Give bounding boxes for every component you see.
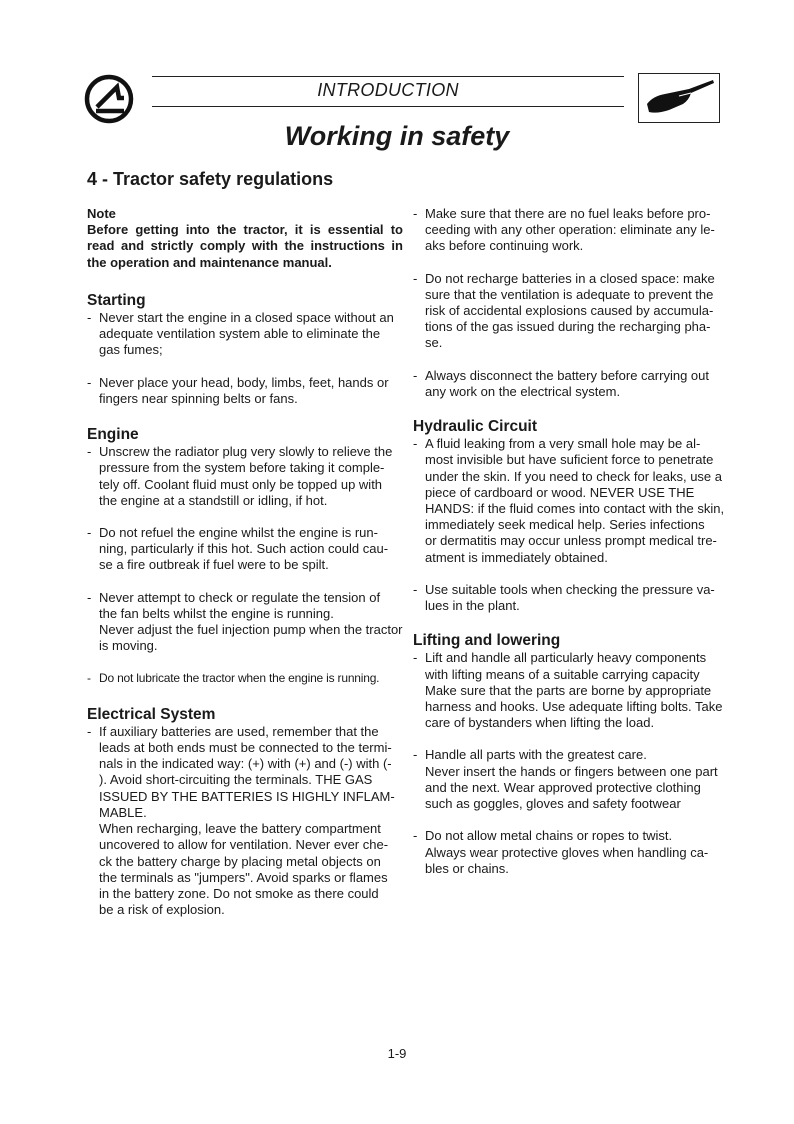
text-line: immediately seek medical help. Series infections	[425, 517, 705, 533]
text-line: any work on the electrical system.	[425, 383, 621, 399]
text-line: MABLE.	[99, 804, 147, 820]
text-line: the fan belts whilst the engine is running.	[99, 605, 334, 621]
section-list	[413, 436, 733, 614]
text-line: HANDS: if the fluid comes into contact with the skin,	[425, 501, 725, 517]
list-item	[413, 206, 733, 255]
text-line: uncovered to allow for ventilation. Never ever che-	[99, 837, 389, 853]
text-line: se a fire outbreak if fuel were to be spilt.	[99, 557, 329, 573]
text-line: When recharging, leave the battery compartment	[99, 821, 381, 837]
text-line: in the battery zone. Do not smoke as there could	[99, 885, 379, 901]
section-heading: Lifting and lowering	[413, 632, 561, 650]
text-line: leads at both ends must be connected to the termi-	[99, 740, 392, 756]
text-line: Always wear protective gloves when handling ca-	[425, 844, 709, 860]
list-item	[87, 670, 403, 686]
brand-logo-icon	[84, 74, 134, 124]
list-item	[87, 444, 403, 509]
list-item	[87, 724, 403, 918]
note-label: Note	[87, 206, 116, 221]
bullet-dash: -	[87, 589, 92, 605]
text-line: Do not allow metal chains or ropes to twist.	[425, 828, 673, 844]
text-line: sure that the ventilation is adequate to prevent the	[425, 286, 714, 302]
text-line: tely off. Coolant fluid must only be topped up with	[99, 476, 383, 492]
bullet-dash: -	[87, 444, 92, 460]
bullet-dash: -	[413, 270, 418, 286]
section-block	[87, 293, 403, 407]
bullet-dash: -	[413, 650, 418, 666]
text-line: gas fumes;	[99, 342, 163, 358]
bullet-dash: -	[87, 525, 92, 541]
section-list	[87, 724, 403, 918]
text-line: ). Avoid short-circuiting the terminals. THE GAS	[99, 772, 373, 788]
section-heading: Hydraulic Circuit	[413, 418, 538, 436]
text-line: Use suitable tools when checking the pressure va-	[425, 581, 715, 597]
text-line: and the next. Wear approved protective clothing	[425, 779, 701, 795]
text-line: Never attempt to check or regulate the tension of	[99, 589, 381, 605]
list-item	[87, 525, 403, 574]
text-line: the terminals as "jumpers". Avoid sparks or flames	[99, 869, 388, 885]
list-item	[87, 310, 403, 359]
text-line: Unscrew the radiator plug very slowly to relieve the	[99, 444, 393, 460]
text-line: risk of accidental explosions caused by accumula-	[425, 303, 714, 319]
bullet-dash: -	[413, 747, 418, 763]
text-line: atment is immediately obtained.	[425, 549, 608, 565]
text-line: bles or chains.	[425, 860, 509, 876]
text-line: Never start the engine in a closed space without an	[99, 310, 394, 326]
section-block	[87, 427, 403, 687]
section-list	[87, 310, 403, 407]
text-line: most invisible but have suficient force to penetrate	[425, 452, 714, 468]
text-line: is moving.	[99, 638, 158, 654]
text-line: harness and hooks. Use adequate lifting bolts. Take	[425, 699, 723, 715]
bullet-dash: -	[87, 723, 92, 739]
bullet-dash: -	[413, 206, 418, 221]
text-line: ISSUED BY THE BATTERIES IS HIGHLY INFLAM-	[99, 788, 395, 804]
text-line: adequate ventilation system able to eliminate the	[99, 326, 381, 342]
text-line: aks before continuing work.	[425, 238, 584, 254]
text-line: A fluid leaking from a very small hole may be al-	[425, 436, 701, 452]
text-line: under the skin. If you need to check for leaks, use a	[425, 468, 723, 484]
text-line: with lifting means of a suitable carrying capacity	[425, 666, 700, 682]
hand-pointing-icon	[638, 73, 720, 123]
text-line: Never place your head, body, limbs, feet, hands or	[99, 374, 389, 390]
section-heading: Electrical System	[87, 705, 216, 723]
text-line: Never adjust the fuel injection pump when the tractor	[99, 622, 403, 638]
text-line: such as goggles, gloves and safety footwear	[425, 796, 681, 812]
list-item	[413, 368, 733, 400]
section-list	[413, 650, 733, 876]
text-line: piece of cardboard or wood. NEVER USE THE	[425, 484, 695, 500]
text-line: care of bystanders when lifting the load.	[425, 715, 655, 731]
text-line: Never insert the hands or fingers between one part	[425, 763, 718, 779]
chapter-title: 4 - Tractor safety regulations	[87, 169, 334, 189]
text-line: Make sure that the parts are borne by appropriate	[425, 682, 712, 698]
text-line: Lift and handle all particularly heavy components	[425, 650, 707, 666]
text-line: Handle all parts with the greatest care.	[425, 747, 647, 763]
text-line: Always disconnect the battery before carrying out	[425, 367, 709, 383]
text-line: the engine at a standstill or idling, if hot.	[99, 492, 328, 508]
right-column	[413, 206, 733, 877]
header-rule-top	[152, 76, 624, 77]
section-heading: Engine	[87, 426, 139, 444]
text-line: If auxiliary batteries are used, remember that the	[99, 723, 379, 739]
left-column	[87, 206, 403, 918]
text-line: lues in the plant.	[425, 598, 520, 614]
header-rule-bottom	[152, 106, 624, 107]
list-item	[413, 650, 733, 731]
text-line: Do not lubricate the tractor when the engine is running.	[99, 671, 380, 686]
list-item	[87, 375, 403, 407]
text-line: nals in the indicated way: (+) with (+) and (-) with (-	[99, 756, 392, 772]
list-item	[413, 747, 733, 812]
bullet-dash: -	[413, 828, 418, 844]
text-line: or dermatitis may occur unless prompt medical tre-	[425, 533, 717, 549]
text-line: Do not recharge batteries in a closed space: make	[425, 270, 715, 286]
text-line: Do not refuel the engine whilst the engine is run-	[99, 525, 378, 541]
page-title: Working in safety	[284, 121, 510, 151]
list-item	[413, 271, 733, 352]
text-line: Make sure that there are no fuel leaks before pro-	[425, 206, 711, 221]
list-item	[413, 436, 733, 566]
section-header: INTRODUCTION	[317, 80, 459, 100]
bullet-dash: -	[87, 310, 92, 326]
text-line: ceeding with any other operation: eliminate any le-	[425, 222, 715, 238]
text-line: ck the battery charge by placing metal objects on	[99, 853, 381, 869]
text-line: fingers near spinning belts or fans.	[99, 390, 298, 406]
section-block	[413, 419, 733, 614]
text-line: be a risk of explosion.	[99, 902, 225, 918]
text-line: se.	[425, 335, 443, 351]
text-line: pressure from the system before taking it comple-	[99, 460, 385, 476]
bullet-dash: -	[87, 374, 92, 390]
bullet-dash: -	[413, 367, 418, 383]
section-block	[87, 707, 403, 919]
section-heading: Starting	[87, 291, 146, 309]
text-line: ning, particularly if this hot. Such action could cau-	[99, 541, 389, 557]
right-intro-list	[413, 206, 733, 400]
bullet-dash: -	[413, 436, 418, 452]
page-number: 1-9	[387, 1046, 407, 1061]
list-item	[413, 582, 733, 614]
section-list	[87, 444, 403, 686]
text-line: tions of the gas issued during the recharging pha-	[425, 319, 711, 335]
note-text: Before getting into the tractor, it is essential to read and strictly comply with the instructions in the operation and maintenance manual.	[87, 222, 403, 270]
bullet-dash: -	[413, 581, 418, 597]
list-item	[87, 590, 403, 655]
bullet-dash: -	[87, 671, 91, 686]
list-item	[413, 828, 733, 877]
section-block	[413, 633, 733, 877]
